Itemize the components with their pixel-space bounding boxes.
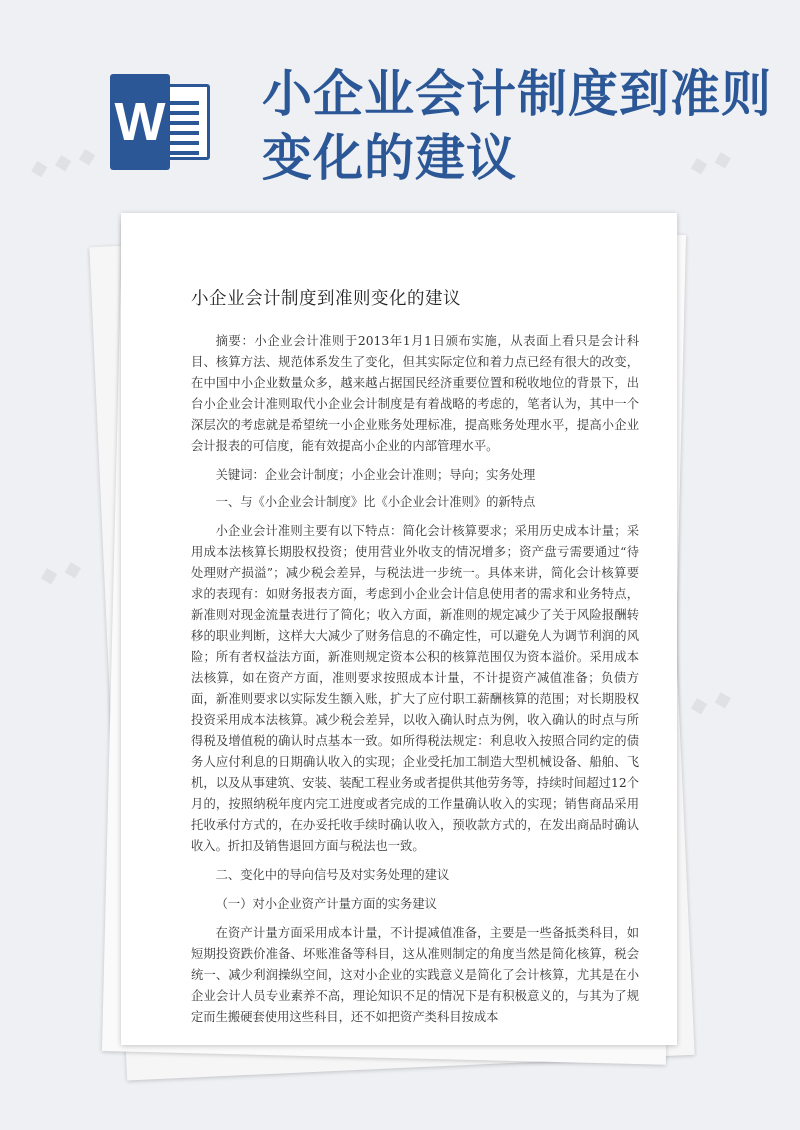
subsection-heading: （一）对小企业资产计量方面的实务建议 <box>215 897 437 911</box>
section-heading-2: 二、变化中的导向信号及对实务处理的建议 <box>215 868 450 882</box>
body-paragraph: 小企业会计准则主要有以下特点：简化会计核算要求；采用历史成本计量；采用成本法核算长期股权投资；使用营业外收支的情况增多；资产盘亏需要通过“待处理财产损溢”；减少税会差异，与税法进一步统一。具体来讲，简化会计核算要求的表现有：如财务报表方面，考虑到小企业会计信息使用者的需求和业务特点，新准则对现金流量表进行了简化；收入方面，新准则的规定减少了关于风险报酬转移的职业判断，这样大大减少了财务信息的不确定性，可以避免人为调节利润的风险；所有者权益法方面，新准则规定资本公积的核算范围仅为资本溢价。采用成本法核算，如在资产方面，准则要求按照成本计量，不计提资产减值准备；负债方面，新准则要求以实际发生额入账，扩大了应付职工薪酬核算的范围；对长期股权投资采用成本法核算。减少税会差异，以收入确认时点为例，收入确认的时点与所得税及增值税的确认时点基本一致。如所得税法规定：利息收入按照合同约定的债务人应付利息的日期确认收入的实现；企业受托加工制造大型机械设备、船舶、飞机，以及从事建筑、安装、装配工程业务或者提供其他劳务等，持续时间超过12个月的，按照纳税年度内完工进度或者完成的工作量确认收入的实现；销售商品采用托收承付方式的，在办妥托收手续时确认收入，预收款方式的，在发出商品时确认收入。折扣及销售退回方面与税法也一致。 <box>191 524 639 853</box>
watermark: ◆ ◆ <box>687 145 734 180</box>
abstract-paragraph: 摘要：小企业会计准则于2013年1月1日颁布实施，从表面上看只是会计科目、核算方法、规范体系发生了变化，但其实际定位和着力点已经有很大的改变，在中国中小企业数量众多，越来越占据国民经济重要位置和税收地位的背景下，出台小企业会计准则取代小企业会计制度是有着战略的考虑的，笔者认为，其中一个深层次的考虑就是希望统一小企业账务处理标准，提高账务处理水平，提高小企业会计报表的可信度，能有效提高小企业的内部管理水平。 <box>191 334 639 453</box>
word-letter-badge: W <box>110 74 170 170</box>
watermark: ◆ ◆ <box>37 555 84 590</box>
document-body <box>191 331 639 1028</box>
keywords-paragraph: 关键词：企业会计制度；小企业会计准则；导向；实务处理 <box>215 468 536 482</box>
body-paragraph: 在资产计量方面采用成本计量，不计提减值准备，主要是一些备抵类科目，如短期投资跌价准备、坏账准备等科目，这从准则制定的角度当然是简化核算，税会统一、减少利润操纵空间，这对小企业的实践意义是简化了会计核算，尤其是在小企业会计人员专业素养不高，理论知识不足的情况下是有积极意义的，与其为了规定而生搬硬套使用这些科目，还不如把资产类科目按成本 <box>191 926 639 1024</box>
word-document-icon <box>110 74 214 170</box>
document-title: 小企业会计制度到准则变化的建议 <box>191 289 461 309</box>
banner-title: 小企业会计制度到准则变化的建议 <box>262 65 772 187</box>
watermark: ◆ ◆ <box>687 685 734 720</box>
document-page <box>121 213 677 1045</box>
watermark: ◆ ◆ ◆ <box>27 142 99 183</box>
header-banner <box>0 0 800 205</box>
section-heading-1: 一、与《小企业会计制度》比《小企业会计准则》的新特点 <box>215 495 536 509</box>
